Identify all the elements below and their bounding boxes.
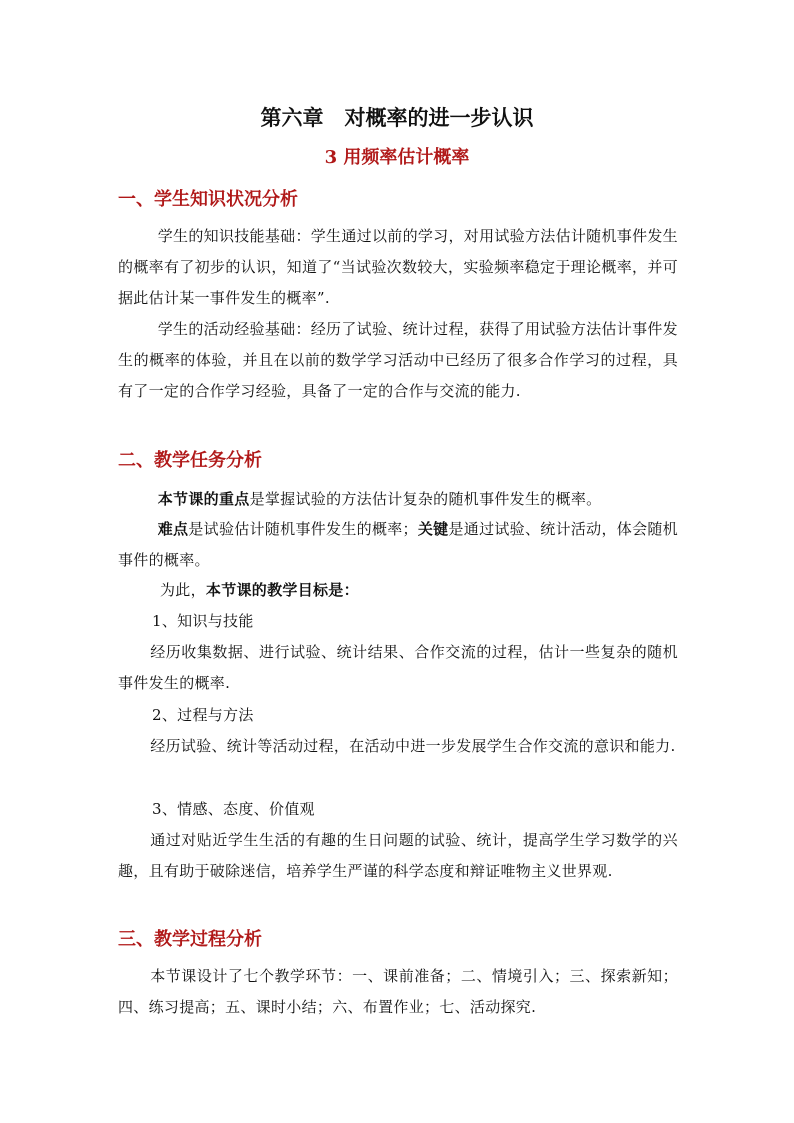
- chapter-title: 第六章 对概率的进一步认识: [260, 105, 534, 130]
- section3-paragraph-1: 本节课设计了七个教学环节：一、课前准备；二、情境引入；三、探索新知；四、练习提高；五、课时小结；六、布置作业；七、活动探究.: [118, 967, 678, 1016]
- section2-heading: 二、教学任务分析: [118, 450, 262, 471]
- key-point-label: 本节课的重点: [157, 490, 250, 508]
- goal-intro: [160, 578, 359, 602]
- key-point-text: 是掌握试验的方法估计复杂的随机事件发生的概率。: [249, 490, 602, 508]
- section1-paragraph-2: 学生的活动经验基础：经历了试验、统计过程，获得了用试验方法估计事件发生的概率的体验，并且在以前的数学学习活动中已经历了很多合作学习的过程，具有了一定的合作学习经验，具备了一定的合作与交流的能力.: [118, 320, 678, 400]
- goal1-label: 1、知识与技能: [152, 612, 254, 630]
- section2-difficulty: [118, 514, 678, 576]
- section1-paragraph-1: 学生的知识技能基础：学生通过以前的学习，对用试验方法估计随机事件发生的概率有了初步的认识，知道了“当试验次数较大，实验频率稳定于理论概率，并可据此估计某一事件发生的概率”.: [118, 227, 678, 307]
- section1-heading: 一、学生知识状况分析: [118, 189, 298, 210]
- difficulty-text: 是试验估计随机事件发生的概率；: [188, 520, 418, 538]
- goal2-text: 经历试验、统计等活动过程，在活动中进一步发展学生合作交流的意识和能力.: [150, 737, 676, 755]
- lesson-title: 3 用频率估计概率: [324, 147, 470, 168]
- section2-key-point: [118, 484, 678, 515]
- goal2-label: 2、过程与方法: [152, 706, 254, 724]
- goal1-text: 经历收集数据、进行试验、统计结果、合作交流的过程，估计一些复杂的随机事件发生的概率.: [118, 643, 678, 692]
- crux-text: 是通过试验、统计活动，体会随机事件的概率。: [118, 520, 678, 569]
- section3-heading: 三、教学过程分析: [118, 929, 262, 950]
- crux-label: 关键: [417, 520, 449, 538]
- goal-intro-prefix: 为此，: [160, 581, 206, 599]
- goal-intro-bold: 本节课的教学目标是：: [205, 581, 359, 599]
- difficulty-label: 难点: [157, 520, 189, 538]
- goal3-label: 3、情感、态度、价值观: [152, 800, 315, 818]
- goal3-text: 通过对贴近学生生活的有趣的生日问题的试验、统计，提高学生学习数学的兴趣，且有助于破除迷信，培养学生严谨的科学态度和辩证唯物主义世界观.: [118, 831, 678, 880]
